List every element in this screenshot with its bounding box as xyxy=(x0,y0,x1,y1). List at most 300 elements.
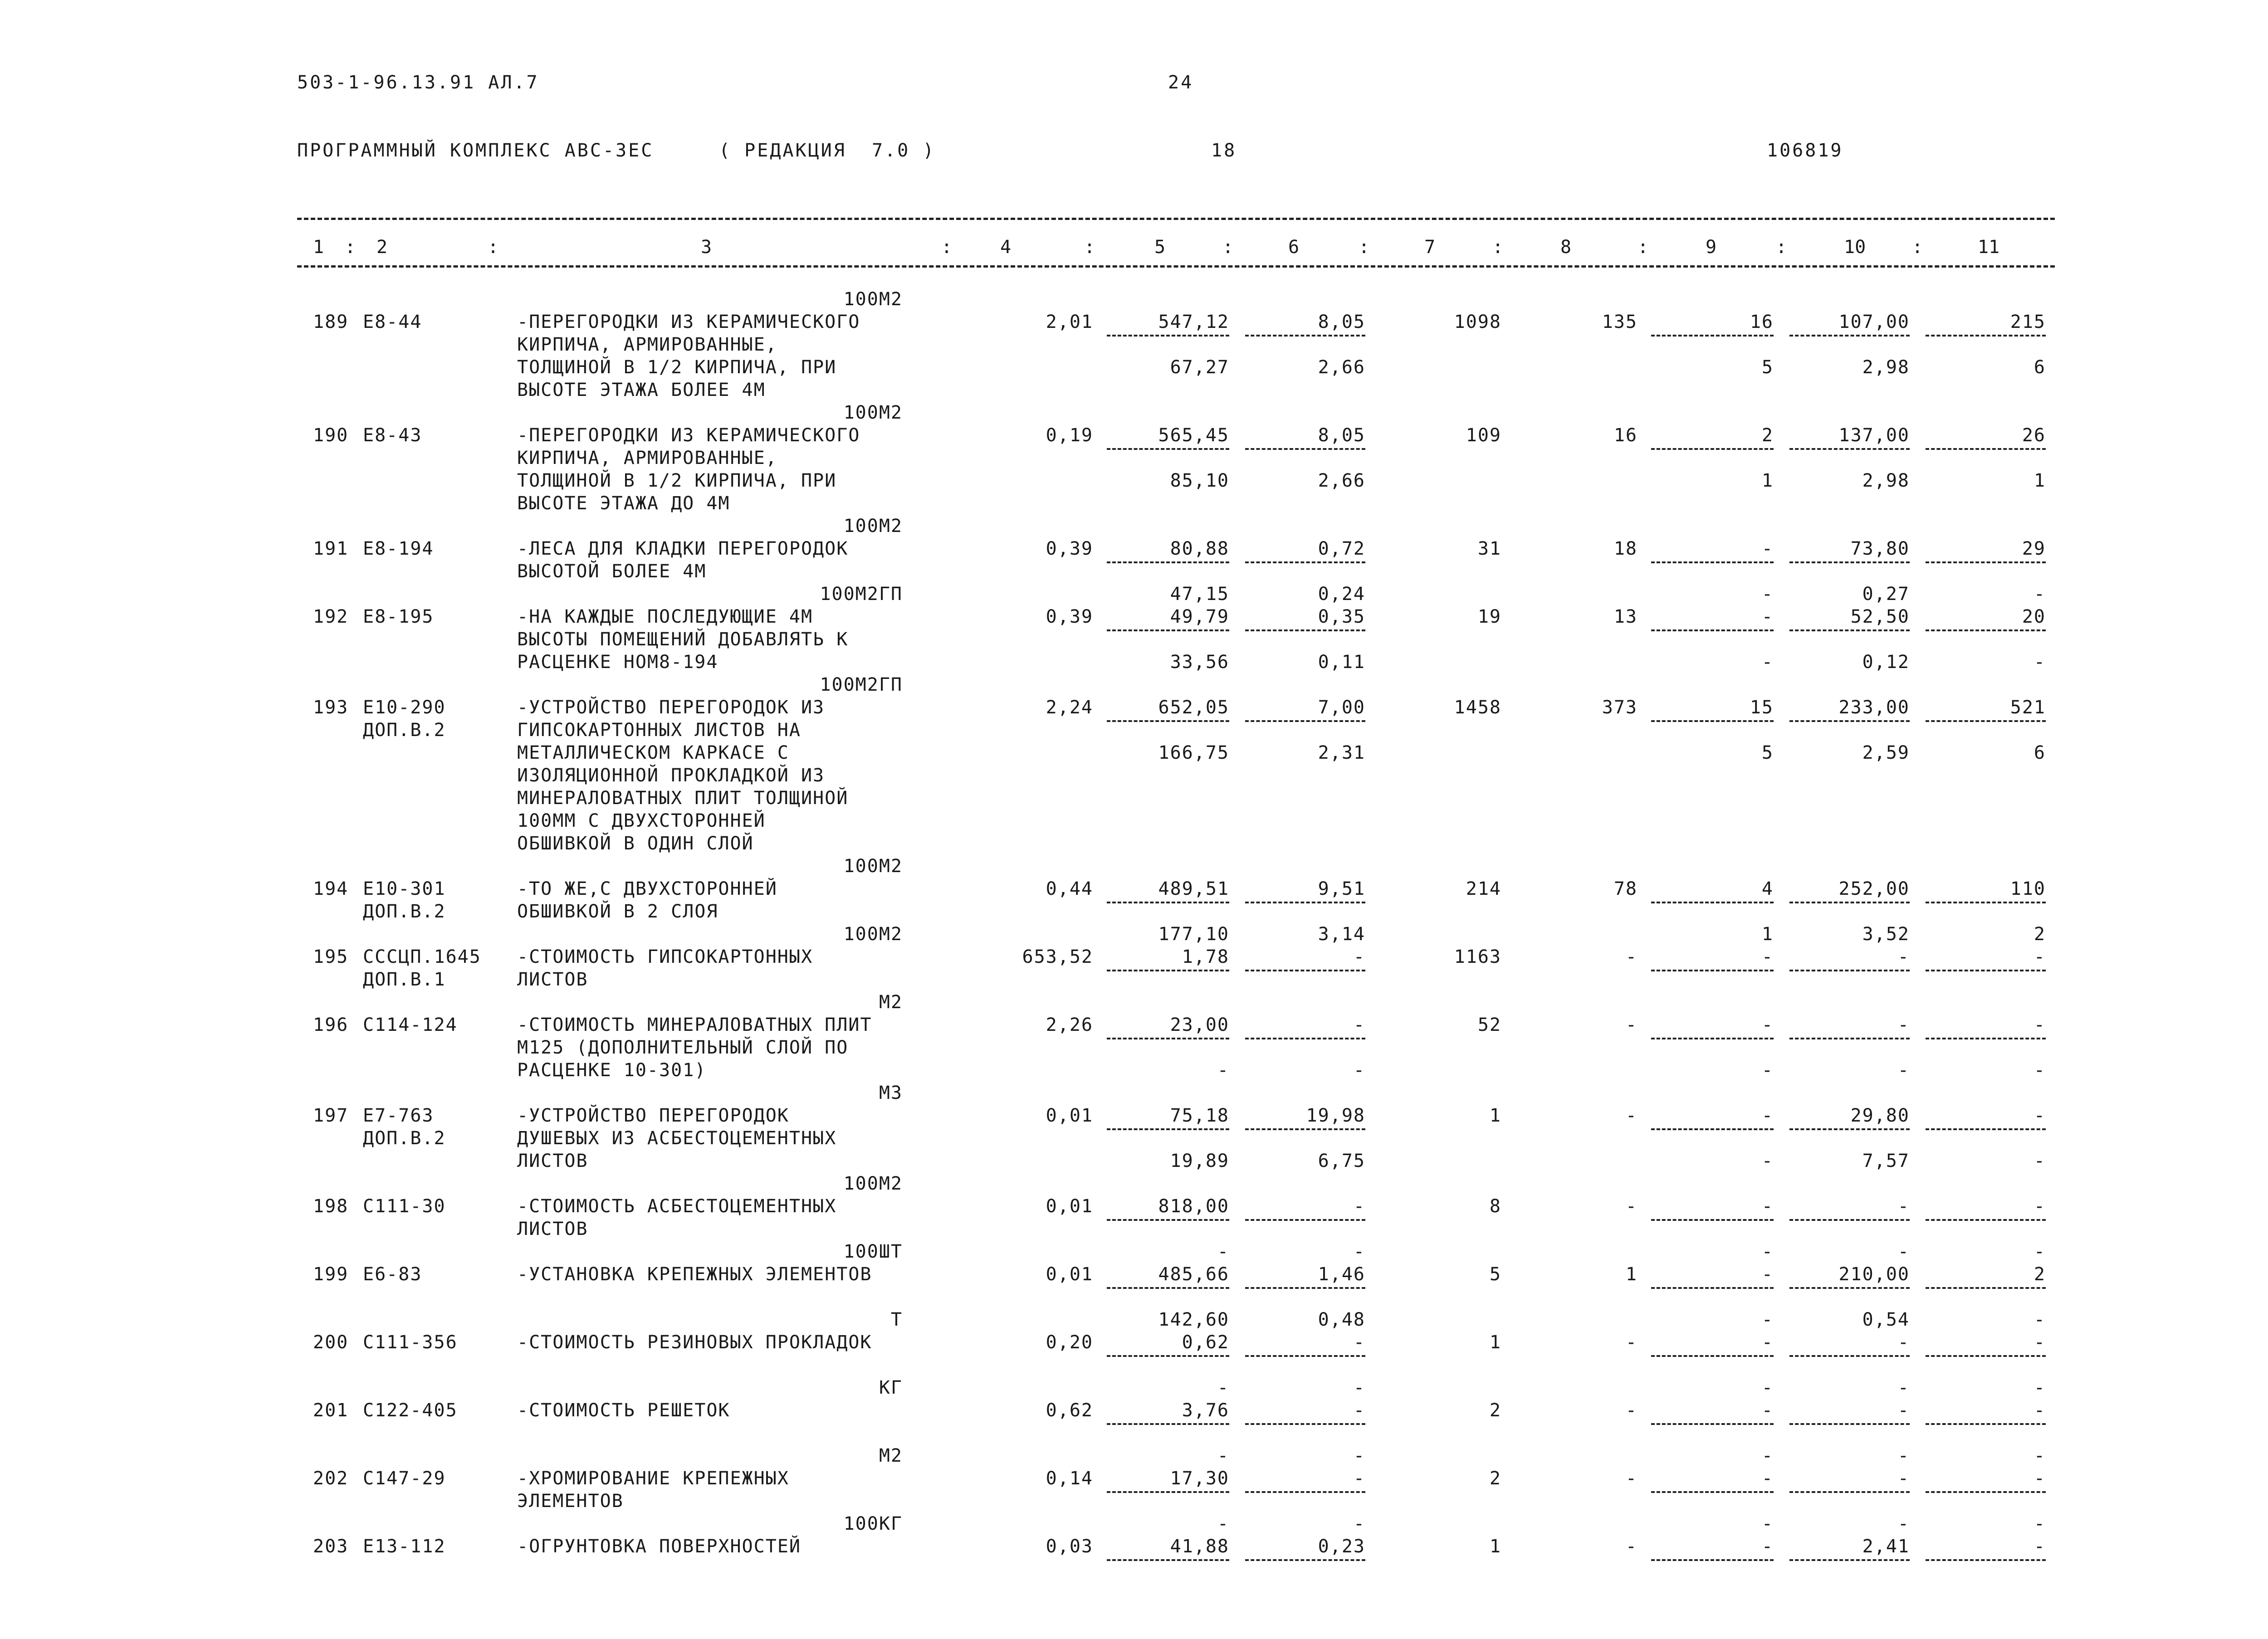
value-c7: 1 xyxy=(1489,1332,1501,1353)
dashed-separator xyxy=(1651,1559,1774,1561)
dashed-separator xyxy=(1651,561,1774,563)
dashed-separator xyxy=(1789,335,1910,337)
dashed-separator xyxy=(1245,720,1365,722)
value-c5b: 142,60 xyxy=(1158,1309,1229,1330)
column-header: : xyxy=(1222,237,1234,258)
value-c10: 107,00 xyxy=(1838,312,1910,332)
dashed-separator xyxy=(1651,1038,1774,1039)
value-c6: 19,98 xyxy=(1306,1105,1365,1126)
value-c5b: - xyxy=(1217,1060,1229,1081)
value-c7: 1098 xyxy=(1454,312,1501,332)
work-description: М125 (ДОПОЛНИТЕЛЬНЫЙ СЛОЙ ПО xyxy=(517,1037,849,1058)
work-description: -ХРОМИРОВАНИЕ КРЕПЕЖНЫХ xyxy=(517,1468,789,1489)
dashed-separator xyxy=(1107,335,1229,337)
value-c5b: 177,10 xyxy=(1158,924,1229,945)
unit-label: 100М2 xyxy=(843,402,903,423)
dashed-separator xyxy=(1926,335,2046,337)
column-header: 9 xyxy=(1706,237,1717,258)
column-header: : xyxy=(1084,237,1095,258)
value-c10: 233,00 xyxy=(1838,697,1910,718)
value-c11b: 2 xyxy=(2033,924,2046,945)
dashed-separator xyxy=(1926,902,2046,903)
value-c10: - xyxy=(1897,1332,1910,1353)
value-c7: 109 xyxy=(1466,425,1501,446)
column-header: 5 xyxy=(1154,237,1166,258)
value-c6: - xyxy=(1353,1196,1365,1217)
value-c10: - xyxy=(1897,1196,1910,1217)
dashed-separator xyxy=(1926,561,2046,563)
value-c8: - xyxy=(1625,1105,1637,1126)
value-c8: - xyxy=(1625,1468,1637,1489)
dashed-separator xyxy=(1245,629,1365,631)
column-header: : xyxy=(941,237,953,258)
value-c8: - xyxy=(1625,1332,1637,1353)
value-c5: 17,30 xyxy=(1170,1468,1229,1489)
value-c11b: - xyxy=(2033,652,2046,673)
column-header: : xyxy=(1776,237,1787,258)
unit-label: КГ xyxy=(879,1377,903,1398)
column-header: : xyxy=(345,237,356,258)
value-c6: 0,35 xyxy=(1318,606,1365,627)
value-c8: 1 xyxy=(1625,1264,1637,1285)
work-description: -ПЕРЕГОРОДКИ ИЗ КЕРАМИЧЕСКОГО xyxy=(517,425,860,446)
value-c5: 652,05 xyxy=(1158,697,1229,718)
dashed-separator xyxy=(1926,720,2046,722)
dashed-separator xyxy=(1789,1038,1910,1039)
rate-code: Е13-112 xyxy=(363,1536,446,1557)
dashed-separator xyxy=(1651,1355,1774,1357)
column-header: 10 xyxy=(1844,237,1866,258)
dashed-separator xyxy=(1789,1219,1910,1221)
program-edition: ( РЕДАКЦИЯ 7.0 ) xyxy=(719,140,936,161)
row-number: 193 xyxy=(313,697,349,718)
document-code: 503-1-96.13.91 АЛ.7 xyxy=(297,72,539,93)
value-c7: 8 xyxy=(1489,1196,1501,1217)
row-number: 192 xyxy=(313,606,349,627)
value-c10b: - xyxy=(1897,1445,1910,1466)
column-header: : xyxy=(1912,237,1923,258)
work-description: ОБШИВКОЙ В 2 СЛОЯ xyxy=(517,901,719,922)
work-description: ЛИСТОВ xyxy=(517,969,588,990)
dashed-separator xyxy=(1789,448,1910,450)
table-header-rule xyxy=(297,265,2055,268)
value-c11b: 6 xyxy=(2033,742,2046,763)
value-c9b: 1 xyxy=(1761,470,1774,491)
dashed-separator xyxy=(1651,335,1774,337)
page-number: 18 xyxy=(1211,140,1237,161)
rate-code: Е7-763 xyxy=(363,1105,434,1126)
unit-label: М2 xyxy=(879,992,903,1013)
dashed-separator xyxy=(1107,561,1229,563)
value-c4: 0,19 xyxy=(1046,425,1093,446)
work-description: -СТОИМОСТЬ ГИПСОКАРТОННЫХ xyxy=(517,946,813,967)
rate-code: ДОП.В.2 xyxy=(363,1128,446,1149)
value-c5: 565,45 xyxy=(1158,425,1229,446)
work-description: ТОЛЩИНОЙ В 1/2 КИРПИЧА, ПРИ xyxy=(517,357,837,378)
rate-code: С111-30 xyxy=(363,1196,446,1217)
value-c5b: 19,89 xyxy=(1170,1151,1229,1171)
value-c5: 485,66 xyxy=(1158,1264,1229,1285)
value-c6b: 0,11 xyxy=(1318,652,1365,673)
dashed-separator xyxy=(1245,561,1365,563)
value-c10: - xyxy=(1897,1400,1910,1421)
value-c5: 3,76 xyxy=(1182,1400,1229,1421)
dashed-separator xyxy=(1651,1219,1774,1221)
value-c5: 489,51 xyxy=(1158,878,1229,899)
dashed-separator xyxy=(1107,448,1229,450)
dashed-separator xyxy=(1245,1219,1365,1221)
dashed-separator xyxy=(1245,335,1365,337)
work-description: ГИПСОКАРТОННЫХ ЛИСТОВ НА xyxy=(517,720,801,741)
value-c5: 80,88 xyxy=(1170,538,1229,559)
value-c9b: 5 xyxy=(1761,742,1774,763)
dashed-separator xyxy=(1245,1038,1365,1039)
row-number: 191 xyxy=(313,538,349,559)
rate-code: СССЦП.1645 xyxy=(363,946,481,967)
value-c11b: - xyxy=(2033,1060,2046,1081)
value-c5: 0,62 xyxy=(1182,1332,1229,1353)
value-c11: - xyxy=(2033,1400,2046,1421)
value-c9: - xyxy=(1761,1468,1774,1489)
value-c10b: 3,52 xyxy=(1862,924,1910,945)
value-c8: - xyxy=(1625,1400,1637,1421)
unit-label: М2 xyxy=(879,1445,903,1466)
value-c10: 29,80 xyxy=(1850,1105,1910,1126)
value-c9b: - xyxy=(1761,1060,1774,1081)
dashed-separator xyxy=(1107,720,1229,722)
value-c10b: - xyxy=(1897,1060,1910,1081)
sheet-number: 24 xyxy=(1168,72,1194,93)
dashed-separator xyxy=(1926,1423,2046,1425)
document-id: 106819 xyxy=(1767,140,1843,161)
unit-label: 100КГ xyxy=(843,1513,903,1534)
value-c4: 0,14 xyxy=(1046,1468,1093,1489)
dashed-separator xyxy=(1926,970,2046,971)
value-c6: - xyxy=(1353,1400,1365,1421)
value-c11b: 1 xyxy=(2033,470,2046,491)
rate-code: Е8-194 xyxy=(363,538,434,559)
dashed-separator xyxy=(1107,1355,1229,1357)
dashed-separator xyxy=(1245,1559,1365,1561)
value-c10b: 0,12 xyxy=(1862,652,1910,673)
value-c10: 2,41 xyxy=(1862,1536,1910,1557)
value-c10: - xyxy=(1897,1015,1910,1035)
dashed-separator xyxy=(1245,1287,1365,1289)
value-c5b: 67,27 xyxy=(1170,357,1229,378)
value-c10b: 2,98 xyxy=(1862,357,1910,378)
value-c9b: - xyxy=(1761,652,1774,673)
unit-label: 100М2 xyxy=(843,924,903,945)
dashed-separator xyxy=(1789,1128,1910,1130)
value-c10: - xyxy=(1897,1468,1910,1489)
work-description: ЛИСТОВ xyxy=(517,1219,588,1239)
value-c9: - xyxy=(1761,1332,1774,1353)
value-c11: 521 xyxy=(2010,697,2046,718)
dashed-separator xyxy=(1789,1355,1910,1357)
value-c10b: - xyxy=(1897,1241,1910,1262)
value-c4: 0,01 xyxy=(1046,1264,1093,1285)
value-c11b: - xyxy=(2033,1377,2046,1398)
dashed-separator xyxy=(1789,561,1910,563)
dashed-separator xyxy=(1926,448,2046,450)
value-c11: 2 xyxy=(2033,1264,2046,1285)
value-c10b: 2,59 xyxy=(1862,742,1910,763)
work-description: -УСТРОЙСТВО ПЕРЕГОРОДОК ИЗ xyxy=(517,697,825,718)
dashed-separator xyxy=(1926,1559,2046,1561)
value-c5: 818,00 xyxy=(1158,1196,1229,1217)
value-c9b: - xyxy=(1761,584,1774,605)
column-header: 7 xyxy=(1424,237,1436,258)
value-c4: 0,03 xyxy=(1046,1536,1093,1557)
value-c9b: - xyxy=(1761,1241,1774,1262)
value-c7: 52 xyxy=(1477,1015,1501,1035)
value-c4: 2,01 xyxy=(1046,312,1093,332)
value-c9b: - xyxy=(1761,1445,1774,1466)
value-c6: 9,51 xyxy=(1318,878,1365,899)
dashed-separator xyxy=(1789,1423,1910,1425)
value-c11b: - xyxy=(2033,584,2046,605)
dashed-separator xyxy=(1245,1128,1365,1130)
value-c10b: - xyxy=(1897,1377,1910,1398)
value-c4: 0,20 xyxy=(1046,1332,1093,1353)
work-description: ВЫСОТЫ ПОМЕЩЕНИЙ ДОБАВЛЯТЬ К xyxy=(517,629,849,650)
value-c5: 49,79 xyxy=(1170,606,1229,627)
dashed-separator xyxy=(1926,629,2046,631)
row-number: 200 xyxy=(313,1332,349,1353)
value-c5b: 85,10 xyxy=(1170,470,1229,491)
unit-label: 100М2 xyxy=(843,1173,903,1194)
row-number: 198 xyxy=(313,1196,349,1217)
program-name: ПРОГРАММНЫЙ КОМПЛЕКС АВС-3ЕС xyxy=(297,140,654,161)
value-c8: 18 xyxy=(1613,538,1637,559)
value-c9: 4 xyxy=(1761,878,1774,899)
work-description: РАСЦЕНКЕ 10-301) xyxy=(517,1060,707,1081)
dashed-separator xyxy=(1107,1491,1229,1493)
value-c6b: - xyxy=(1353,1060,1365,1081)
row-number: 190 xyxy=(313,425,349,446)
column-header: : xyxy=(1359,237,1370,258)
value-c4: 0,62 xyxy=(1046,1400,1093,1421)
dashed-separator xyxy=(1651,1287,1774,1289)
rate-code: С147-29 xyxy=(363,1468,446,1489)
dashed-separator xyxy=(1789,1287,1910,1289)
value-c8: - xyxy=(1625,1536,1637,1557)
work-description: -ТО ЖЕ,С ДВУХСТОРОННЕЙ xyxy=(517,878,777,899)
value-c11: - xyxy=(2033,946,2046,967)
value-c11b: - xyxy=(2033,1241,2046,1262)
value-c6b: 2,31 xyxy=(1318,742,1365,763)
value-c7: 1163 xyxy=(1454,946,1501,967)
value-c11b: - xyxy=(2033,1151,2046,1171)
dashed-separator xyxy=(1107,1128,1229,1130)
value-c5b: - xyxy=(1217,1241,1229,1262)
value-c9: - xyxy=(1761,1196,1774,1217)
value-c7: 1458 xyxy=(1454,697,1501,718)
value-c11: 26 xyxy=(2022,425,2046,446)
value-c10b: 2,98 xyxy=(1862,470,1910,491)
dashed-separator xyxy=(1107,1287,1229,1289)
value-c6b: - xyxy=(1353,1513,1365,1534)
dashed-separator xyxy=(1245,970,1365,971)
value-c9b: - xyxy=(1761,1309,1774,1330)
dashed-separator xyxy=(1651,629,1774,631)
row-number: 203 xyxy=(313,1536,349,1557)
value-c6b: 2,66 xyxy=(1318,470,1365,491)
value-c4: 653,52 xyxy=(1022,946,1093,967)
rate-code: Е8-195 xyxy=(363,606,434,627)
value-c9b: - xyxy=(1761,1513,1774,1534)
value-c11: - xyxy=(2033,1015,2046,1035)
value-c7: 31 xyxy=(1477,538,1501,559)
value-c11: 110 xyxy=(2010,878,2046,899)
rate-code: ДОП.В.1 xyxy=(363,969,446,990)
value-c6b: 2,66 xyxy=(1318,357,1365,378)
dashed-separator xyxy=(1789,720,1910,722)
dashed-separator xyxy=(1651,448,1774,450)
value-c7: 2 xyxy=(1489,1400,1501,1421)
work-description: -СТОИМОСТЬ АСБЕСТОЦЕМЕНТНЫХ xyxy=(517,1196,837,1217)
value-c11: 20 xyxy=(2022,606,2046,627)
value-c5: 75,18 xyxy=(1170,1105,1229,1126)
value-c8: 78 xyxy=(1613,878,1637,899)
row-number: 189 xyxy=(313,312,349,332)
value-c10b: 0,27 xyxy=(1862,584,1910,605)
unit-label: 100ШТ xyxy=(843,1241,903,1262)
dashed-separator xyxy=(1245,1491,1365,1493)
work-description: ОБШИВКОЙ В ОДИН СЛОЙ xyxy=(517,833,754,854)
rate-code: Е8-43 xyxy=(363,425,422,446)
value-c5: 547,12 xyxy=(1158,312,1229,332)
dashed-separator xyxy=(1789,1491,1910,1493)
value-c9: - xyxy=(1761,606,1774,627)
value-c10: 52,50 xyxy=(1850,606,1910,627)
work-description: МИНЕРАЛОВАТНЫХ ПЛИТ ТОЛЩИНОЙ xyxy=(517,788,849,809)
value-c8: - xyxy=(1625,1196,1637,1217)
value-c7: 1 xyxy=(1489,1536,1501,1557)
value-c4: 0,01 xyxy=(1046,1196,1093,1217)
value-c9b: - xyxy=(1761,1377,1774,1398)
column-header: 8 xyxy=(1560,237,1572,258)
dashed-separator xyxy=(1107,970,1229,971)
dashed-separator xyxy=(1651,720,1774,722)
value-c5b: - xyxy=(1217,1513,1229,1534)
dashed-separator xyxy=(1107,902,1229,903)
value-c5: 23,00 xyxy=(1170,1015,1229,1035)
value-c7: 1 xyxy=(1489,1105,1501,1126)
value-c10: 252,00 xyxy=(1838,878,1910,899)
value-c9: - xyxy=(1761,946,1774,967)
row-number: 197 xyxy=(313,1105,349,1126)
value-c10: - xyxy=(1897,946,1910,967)
value-c6b: 0,24 xyxy=(1318,584,1365,605)
dashed-separator xyxy=(1789,970,1910,971)
rate-code: С111-356 xyxy=(363,1332,458,1353)
rate-code: С122-405 xyxy=(363,1400,458,1421)
column-header: 11 xyxy=(1978,237,2000,258)
row-number: 196 xyxy=(313,1015,349,1035)
work-description: РАСЦЕНКЕ НОМ8-194 xyxy=(517,652,719,673)
row-number: 194 xyxy=(313,878,349,899)
column-header: 6 xyxy=(1288,237,1300,258)
column-header: : xyxy=(1492,237,1504,258)
value-c9: - xyxy=(1761,1536,1774,1557)
work-description: ВЫСОТОЙ БОЛЕЕ 4М xyxy=(517,561,707,582)
value-c4: 0,39 xyxy=(1046,606,1093,627)
unit-label: 100М2ГП xyxy=(820,584,903,605)
rate-code: Е8-44 xyxy=(363,312,422,332)
value-c7: 5 xyxy=(1489,1264,1501,1285)
dashed-separator xyxy=(1926,1491,2046,1493)
dashed-separator xyxy=(1107,629,1229,631)
work-description: -СТОИМОСТЬ РЕШЕТОК xyxy=(517,1400,730,1421)
dashed-separator xyxy=(1245,448,1365,450)
value-c10: 73,80 xyxy=(1850,538,1910,559)
work-description: ИЗОЛЯЦИОННОЙ ПРОКЛАДКОЙ ИЗ xyxy=(517,765,825,786)
value-c6: 0,23 xyxy=(1318,1536,1365,1557)
value-c8: 13 xyxy=(1613,606,1637,627)
value-c10b: 7,57 xyxy=(1862,1151,1910,1171)
value-c9b: 5 xyxy=(1761,357,1774,378)
column-header: 2 xyxy=(376,237,388,258)
dashed-separator xyxy=(1789,902,1910,903)
dashed-separator xyxy=(1789,1559,1910,1561)
table-top-rule xyxy=(297,218,2055,220)
work-description: МЕТАЛЛИЧЕСКОМ КАРКАСЕ С xyxy=(517,742,789,763)
value-c11: - xyxy=(2033,1332,2046,1353)
row-number: 199 xyxy=(313,1264,349,1285)
dashed-separator xyxy=(1107,1038,1229,1039)
unit-label: 100М2 xyxy=(843,856,903,877)
rate-code: С114-124 xyxy=(363,1015,458,1035)
dashed-separator xyxy=(1651,970,1774,971)
value-c10: 210,00 xyxy=(1838,1264,1910,1285)
value-c6b: - xyxy=(1353,1377,1365,1398)
rate-code: ДОП.В.2 xyxy=(363,720,446,741)
value-c8: - xyxy=(1625,1015,1637,1035)
work-description: ЭЛЕМЕНТОВ xyxy=(517,1491,624,1512)
value-c6b: - xyxy=(1353,1241,1365,1262)
rate-code: Е6-83 xyxy=(363,1264,422,1285)
work-description: -НА КАЖДЫЕ ПОСЛЕДУЮЩИЕ 4М xyxy=(517,606,813,627)
value-c9: - xyxy=(1761,1400,1774,1421)
dashed-separator xyxy=(1926,1128,2046,1130)
value-c7: 214 xyxy=(1466,878,1501,899)
row-number: 195 xyxy=(313,946,349,967)
dashed-separator xyxy=(1107,1423,1229,1425)
value-c6: - xyxy=(1353,1332,1365,1353)
value-c5: 1,78 xyxy=(1182,946,1229,967)
dashed-separator xyxy=(1926,1287,2046,1289)
work-description: -УСТАНОВКА КРЕПЕЖНЫХ ЭЛЕМЕНТОВ xyxy=(517,1264,872,1285)
value-c5b: - xyxy=(1217,1377,1229,1398)
value-c10b: - xyxy=(1897,1513,1910,1534)
column-header: 4 xyxy=(1000,237,1012,258)
dashed-separator xyxy=(1651,1491,1774,1493)
value-c11: - xyxy=(2033,1105,2046,1126)
work-description: -ЛЕСА ДЛЯ КЛАДКИ ПЕРЕГОРОДОК xyxy=(517,538,849,559)
unit-label: М3 xyxy=(879,1083,903,1103)
work-description: КИРПИЧА, АРМИРОВАННЫЕ, xyxy=(517,334,777,355)
value-c10b: 0,54 xyxy=(1862,1309,1910,1330)
value-c6b: 3,14 xyxy=(1318,924,1365,945)
value-c9: - xyxy=(1761,538,1774,559)
value-c9: - xyxy=(1761,1015,1774,1035)
value-c10: 137,00 xyxy=(1838,425,1910,446)
value-c9: - xyxy=(1761,1105,1774,1126)
value-c11: - xyxy=(2033,1536,2046,1557)
value-c6: 8,05 xyxy=(1318,312,1365,332)
value-c11: - xyxy=(2033,1468,2046,1489)
